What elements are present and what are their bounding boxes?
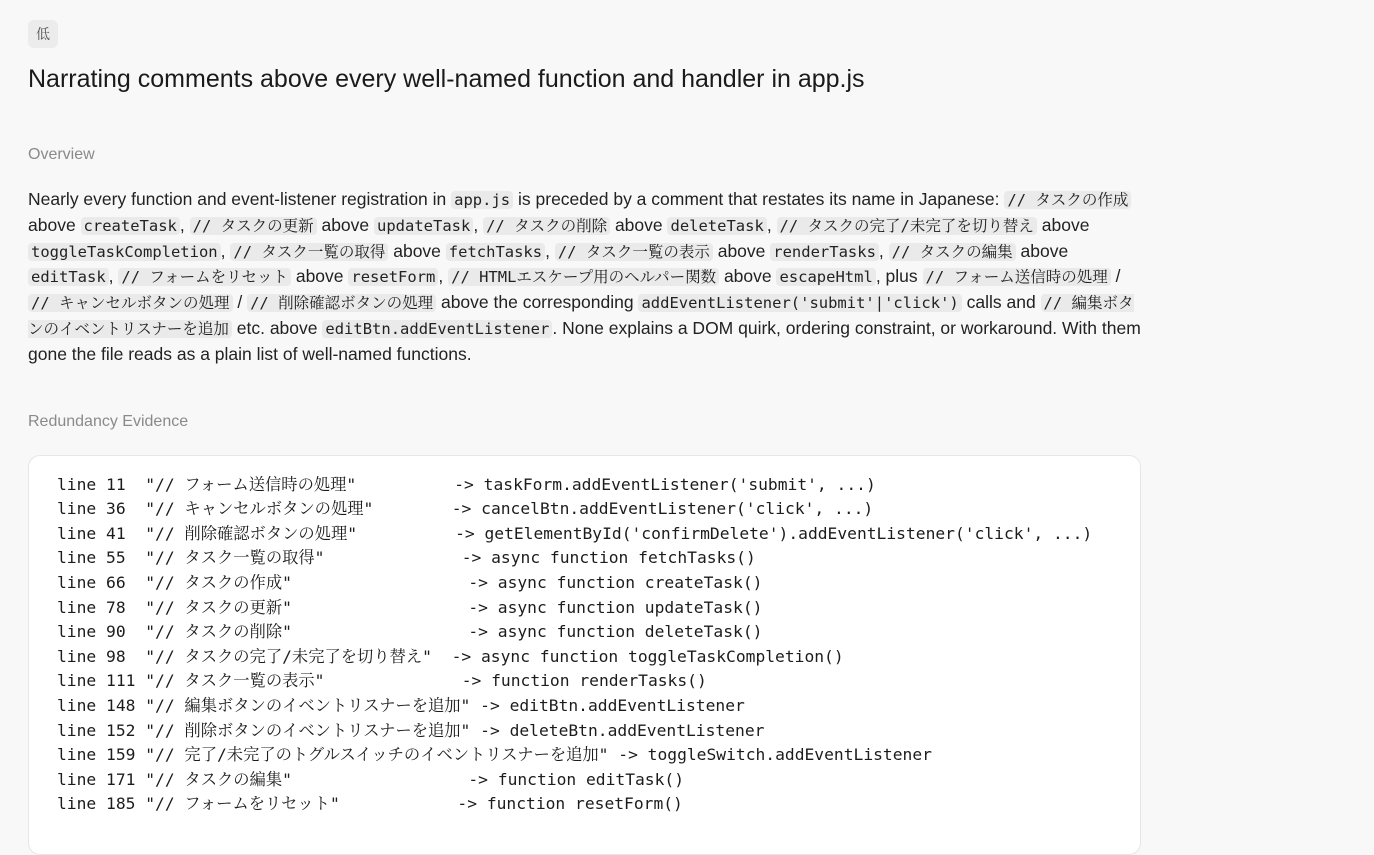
evidence-line: line 41 "// 削除確認ボタンの処理" -> getElementById('confirmDelete').addEventListener('click', ...) bbox=[57, 523, 1093, 543]
overview-text: , bbox=[438, 266, 449, 287]
evidence-line: line 185 "// フォームをリセット" -> function resetForm() bbox=[57, 794, 683, 814]
evidence-line: line 55 "// タスク一覧の取得" -> async function fetchTasks() bbox=[57, 548, 756, 568]
inline-code: deleteTask bbox=[667, 217, 766, 235]
evidence-line: line 111 "// タスク一覧の表示" -> function renderTasks() bbox=[57, 671, 707, 691]
overview-text: , bbox=[179, 214, 190, 235]
inline-code: // タスクの作成 bbox=[1004, 191, 1131, 209]
inline-code: // タスクの削除 bbox=[483, 217, 610, 235]
overview-text: above bbox=[388, 240, 446, 261]
evidence-lines bbox=[57, 473, 1140, 817]
severity-badge: 低 bbox=[28, 20, 58, 48]
evidence-heading: Redundancy Evidence bbox=[28, 412, 189, 430]
overview-text: . None explains a DOM quirk, ordering constraint, or workaround. With them gone the file reads as a plain list of well-named functions. bbox=[28, 317, 1141, 364]
overview-text: / bbox=[232, 292, 248, 313]
evidence-line: line 36 "// キャンセルボタンの処理" -> cancelBtn.addEventListener('click', ...) bbox=[57, 499, 874, 519]
inline-code: app.js bbox=[451, 191, 513, 209]
inline-code: // 編集ボタンのイベントリスナーを追加 bbox=[28, 294, 1134, 338]
overview-text: above bbox=[1015, 240, 1069, 261]
inline-code: editBtn.addEventListener bbox=[322, 320, 552, 338]
evidence-line: line 98 "// タスクの完了/未完了を切り替え" -> async function toggleTaskCompletion() bbox=[57, 646, 844, 666]
overview-text: etc. above bbox=[231, 317, 323, 338]
overview-text: , bbox=[878, 240, 889, 261]
inline-code: // 削除確認ボタンの処理 bbox=[247, 294, 436, 312]
overview-text: / bbox=[1110, 266, 1121, 287]
inline-code: // キャンセルボタンの処理 bbox=[28, 294, 233, 312]
inline-code: // タスクの完了/未完了を切り替え bbox=[777, 217, 1037, 235]
inline-code: escapeHtml bbox=[776, 268, 875, 286]
evidence-line: line 152 "// 削除ボタンのイベントリスナーを追加" -> deleteBtn.addEventListener bbox=[57, 720, 765, 740]
overview-text: above bbox=[610, 214, 668, 235]
finding-title: Narrating comments above every well-named function and handler in app.js bbox=[28, 65, 865, 93]
inline-code: // フォーム送信時の処理 bbox=[923, 268, 1111, 286]
overview-text: is preceded by a comment that restates its name in Japanese: bbox=[513, 189, 1005, 209]
overview-text: , bbox=[545, 240, 555, 261]
inline-code: addEventListener('submit'|'click') bbox=[638, 294, 961, 312]
inline-code: editTask bbox=[28, 268, 109, 286]
overview-text: , bbox=[108, 266, 119, 287]
evidence-line: line 159 "// 完了/未完了のトグルスイッチのイベントリスナーを追加" -> toggleSwitch.addEventListener bbox=[57, 745, 932, 765]
overview-text: Nearly every function and event-listener registration in bbox=[28, 189, 452, 209]
evidence-line: line 11 "// フォーム送信時の処理" -> taskForm.addEventListener('submit', ...) bbox=[57, 474, 876, 494]
inline-code: // フォームをリセット bbox=[118, 268, 291, 286]
overview-text: , plus bbox=[875, 266, 923, 287]
inline-code: updateTask bbox=[374, 217, 473, 235]
evidence-line: line 148 "// 編集ボタンのイベントリスナーを追加" -> editBtn.addEventListener bbox=[57, 695, 745, 715]
inline-code: // HTMLエスケープ用のヘルパー関数 bbox=[448, 268, 719, 286]
evidence-line: line 90 "// タスクの削除" -> async function deleteTask() bbox=[57, 622, 763, 642]
overview-text: above bbox=[1036, 214, 1090, 235]
overview-text: , bbox=[473, 214, 484, 235]
overview-paragraph bbox=[28, 187, 1143, 367]
overview-text: above bbox=[719, 266, 777, 287]
evidence-line: line 66 "// タスクの作成" -> async function createTask() bbox=[57, 572, 763, 592]
inline-code: // タスク一覧の表示 bbox=[555, 243, 713, 261]
evidence-line: line 78 "// タスクの更新" -> async function updateTask() bbox=[57, 597, 763, 617]
inline-code: // タスク一覧の取得 bbox=[230, 243, 388, 261]
inline-code: createTask bbox=[81, 217, 180, 235]
overview-text: above bbox=[712, 240, 771, 261]
overview-text: above bbox=[316, 214, 375, 235]
inline-code: // タスクの更新 bbox=[190, 217, 317, 235]
inline-code: fetchTasks bbox=[446, 243, 545, 261]
inline-code: toggleTaskCompletion bbox=[28, 243, 221, 261]
overview-heading: Overview bbox=[28, 146, 95, 163]
overview-text: , bbox=[220, 240, 231, 261]
overview-text: above bbox=[290, 266, 349, 287]
inline-code: // タスクの編集 bbox=[889, 243, 1016, 261]
evidence-line: line 171 "// タスクの編集" -> function editTask() bbox=[57, 769, 685, 789]
inline-code: renderTasks bbox=[770, 243, 879, 261]
evidence-code-block bbox=[28, 455, 1141, 855]
inline-code: resetForm bbox=[348, 268, 438, 286]
overview-text: , bbox=[766, 214, 777, 235]
overview-text: calls and bbox=[961, 292, 1041, 313]
overview-text: above bbox=[28, 214, 81, 235]
overview-text: above the corresponding bbox=[436, 292, 639, 313]
